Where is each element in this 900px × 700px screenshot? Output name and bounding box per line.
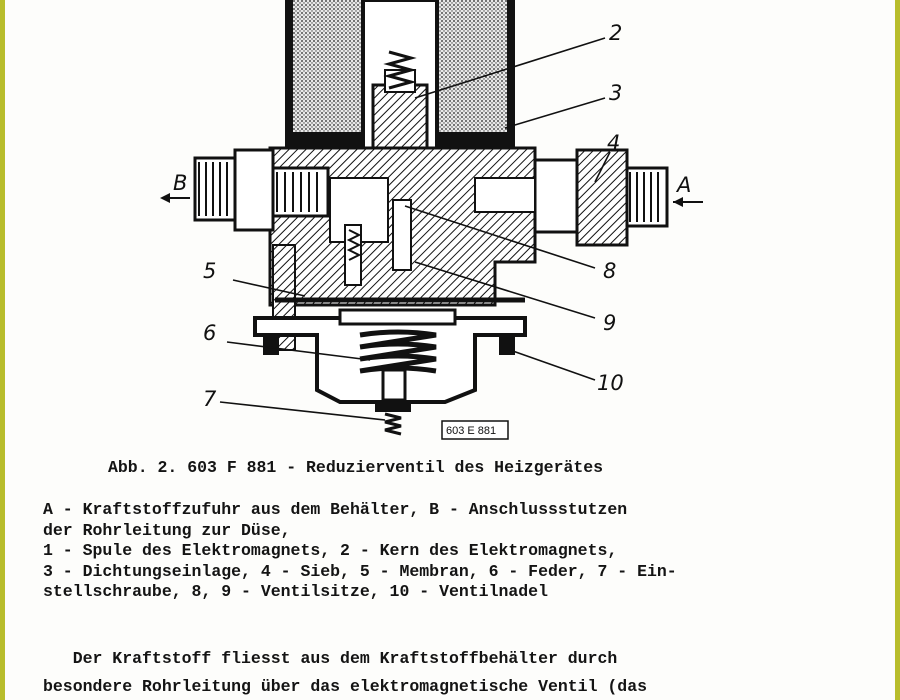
callout-7: 7: [203, 387, 217, 411]
callout-6: 6: [203, 321, 217, 345]
figure-legend: [43, 500, 677, 603]
port-b-label: B: [173, 171, 188, 195]
callout-4: 4: [607, 131, 621, 155]
legend-line: 1 - Spule des Elektromagnets, 2 - Kern des Elektromagnets,: [43, 541, 618, 560]
legend-line: der Rohrleitung zur Düse,: [43, 520, 291, 540]
legend-line: 3 - Dichtungseinlage, 4 - Sieb, 5 - Membran, 6 - Feder, 7 - Ein-: [43, 561, 677, 581]
plate-code: 603 E 881: [446, 425, 497, 437]
callout-9: 9: [603, 311, 617, 335]
legend-line: A - Kraftstoffzufuhr aus dem Behälter, B - Anschlussstutzen: [43, 500, 628, 519]
document-page: [5, 0, 895, 700]
body-paragraph: [43, 645, 647, 700]
valve-cross-section-diagram: [5, 0, 895, 450]
paragraph-line: Der Kraftstoff fliesst aus dem Kraftstoffbehälter durch: [43, 649, 618, 668]
legend-line: stellschraube, 8, 9 - Ventilsitze, 10 - Ventilnadel: [43, 582, 548, 601]
callout-5: 5: [203, 259, 217, 283]
paragraph-line: besondere Rohrleitung über das elektromagnetische Ventil (das: [43, 677, 647, 696]
figure-caption: Abb. 2. 603 F 881 - Reduzierventil des Heizgerätes: [108, 458, 604, 477]
port-a-label: A: [677, 173, 692, 197]
callout-8: 8: [603, 259, 617, 283]
lower-cover: [255, 310, 525, 434]
callout-10: 10: [597, 371, 624, 395]
callout-3: 3: [609, 81, 623, 105]
callout-2: 2: [609, 21, 623, 45]
